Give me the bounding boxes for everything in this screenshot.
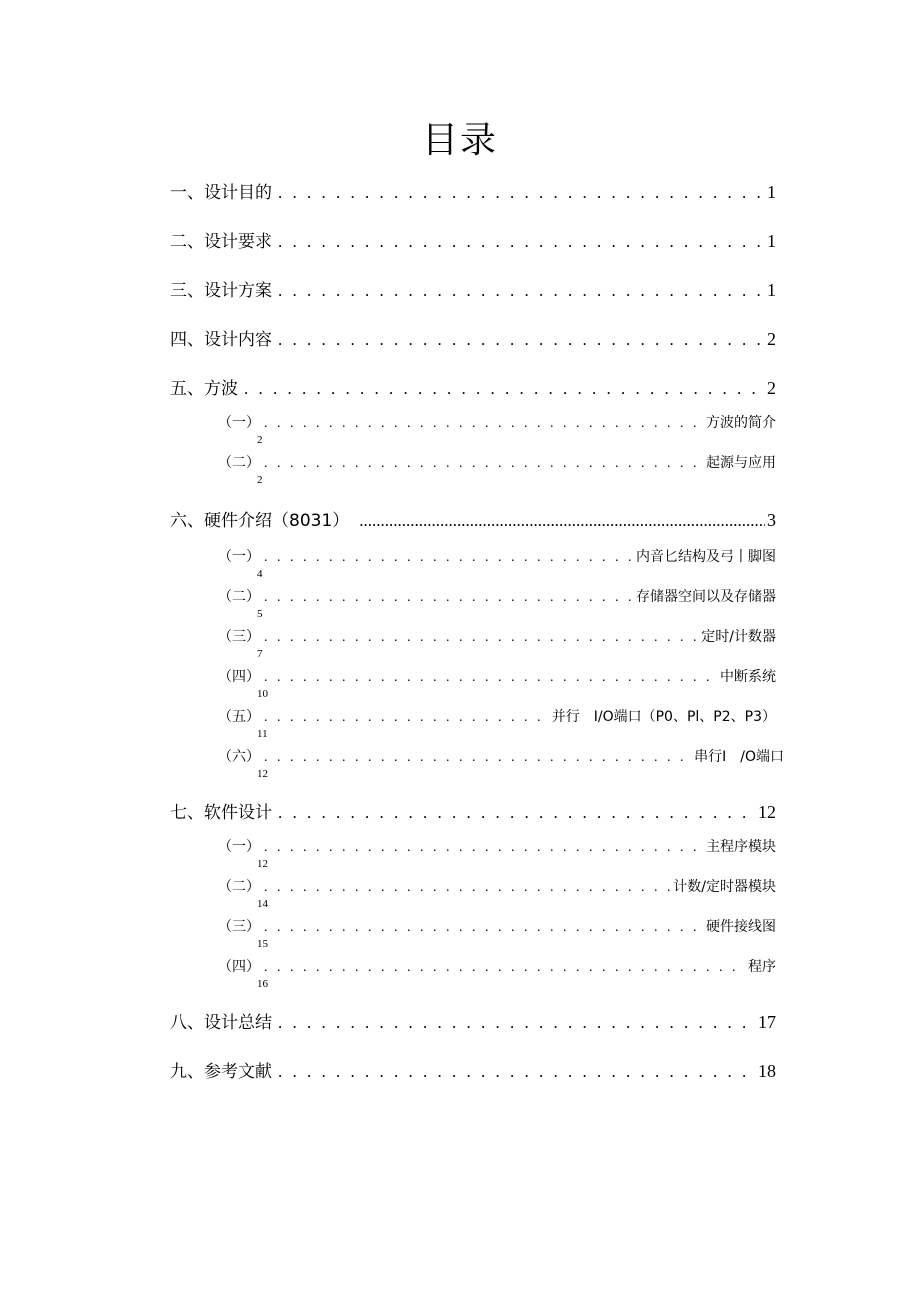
- entry-label: 参考文献: [204, 1062, 272, 1082]
- entry-page: 2: [767, 378, 776, 398]
- toc-entry-5[interactable]: [170, 374, 776, 398]
- entry-label: 计数/定时器模块: [673, 879, 776, 895]
- entry-page: 2: [257, 474, 263, 486]
- entry-page: 1: [767, 182, 776, 202]
- dot-leader: [264, 840, 704, 856]
- entry-number: （三）: [218, 629, 260, 645]
- entry-label: 设计内容: [204, 330, 272, 350]
- dot-leader: [264, 710, 550, 726]
- entry-page: 16: [257, 978, 268, 990]
- dot-leader: [278, 1062, 756, 1082]
- entry-label: 方波: [204, 379, 238, 399]
- dot-leader: [278, 281, 765, 301]
- entry-label: 存储器空间以及存储器: [636, 589, 776, 605]
- entry-page: 12: [758, 802, 776, 822]
- toc-subentry-6-6[interactable]: [218, 746, 784, 766]
- toc-entry-2[interactable]: [170, 227, 776, 251]
- entry-label: 软件设计: [204, 803, 272, 823]
- toc-subentry-6-2[interactable]: [218, 586, 776, 606]
- toc-entry-4[interactable]: [170, 325, 776, 349]
- entry-number: （四）: [218, 669, 260, 685]
- entry-label: 串行I /O端口: [694, 749, 784, 765]
- toc-entry-6[interactable]: [170, 506, 776, 530]
- entry-page: 1: [767, 280, 776, 300]
- entry-number: 八、: [170, 1013, 204, 1033]
- toc-subentry-7-3[interactable]: [218, 916, 776, 936]
- toc-subentry-7-2[interactable]: [218, 876, 776, 896]
- entry-label: 中断系统: [720, 669, 776, 685]
- toc-subentry-6-4[interactable]: [218, 666, 776, 686]
- toc-entry-8[interactable]: [170, 1008, 776, 1032]
- toc-subentry-5-2[interactable]: [218, 452, 776, 472]
- entry-number: 四、: [170, 330, 204, 350]
- entry-label: 程序: [748, 959, 776, 975]
- toc-subentry-6-3[interactable]: [218, 626, 776, 646]
- dot-leader: [278, 330, 765, 350]
- entry-number: 二、: [170, 232, 204, 252]
- dot-leader: [264, 416, 704, 432]
- entry-number: （二）: [218, 455, 260, 471]
- entry-page: 3: [767, 510, 776, 530]
- entry-label: 并行 I/O端口（P0、Pl、P2、P3）: [551, 709, 776, 725]
- entry-number: （二）: [218, 589, 260, 605]
- page-title: 目录: [421, 120, 498, 161]
- entry-page: 12: [257, 768, 268, 780]
- entry-number: （一）: [218, 839, 260, 855]
- toc-entry-7[interactable]: [170, 798, 776, 822]
- entry-page: 18: [758, 1061, 776, 1081]
- entry-label: 内音匕结构及弓丨脚图: [636, 549, 776, 565]
- entry-number: （三）: [218, 919, 260, 935]
- toc-subentry-6-1[interactable]: [218, 546, 776, 566]
- entry-number: （二）: [218, 879, 260, 895]
- entry-number: 七、: [170, 803, 204, 823]
- toc-subentry-7-1[interactable]: [218, 836, 776, 856]
- entry-label: 起源与应用: [706, 455, 776, 471]
- entry-number: （一）: [218, 549, 260, 565]
- entry-label: 主程序模块: [706, 839, 776, 855]
- dot-leader: [264, 670, 718, 686]
- entry-label: 硬件接线图: [706, 919, 776, 935]
- entry-number: （六）: [218, 749, 260, 765]
- entry-label: 设计要求: [204, 232, 272, 252]
- entry-label: 定时/计数器: [701, 629, 776, 645]
- entry-page: 5: [257, 608, 263, 620]
- toc-entry-9[interactable]: [170, 1057, 776, 1081]
- dot-leader: [264, 456, 704, 472]
- entry-page: 2: [767, 329, 776, 349]
- entry-page: 4: [257, 568, 263, 580]
- dot-leader: [244, 379, 765, 399]
- entry-number: （一）: [218, 415, 260, 431]
- dot-leader: [264, 880, 671, 896]
- entry-page: 10: [257, 688, 268, 700]
- entry-number: （五）: [218, 709, 260, 725]
- entry-label: 硬件介绍（8031）: [204, 511, 350, 531]
- entry-number: 六、: [170, 511, 204, 531]
- dot-leader: [278, 183, 765, 203]
- toc-subentry-5-1[interactable]: [218, 412, 776, 432]
- dot-leader: [278, 232, 765, 252]
- dot-leader: [264, 920, 704, 936]
- toc-entry-1[interactable]: [170, 178, 776, 202]
- entry-page: 14: [257, 898, 268, 910]
- entry-page: 2: [257, 434, 263, 446]
- entry-number: 九、: [170, 1062, 204, 1082]
- entry-number: 五、: [170, 379, 204, 399]
- entry-page: 7: [257, 648, 263, 660]
- entry-label: 方波的简介: [706, 415, 776, 431]
- dot-leader: [264, 630, 699, 646]
- entry-label: 设计目的: [204, 183, 272, 203]
- toc-entry-3[interactable]: [170, 276, 776, 300]
- entry-page: 15: [257, 938, 268, 950]
- dot-leader: [264, 590, 634, 606]
- toc-subentry-6-5[interactable]: [218, 706, 776, 726]
- dot-leader: [278, 1013, 756, 1033]
- entry-number: 一、: [170, 183, 204, 203]
- dot-leader: [359, 511, 765, 531]
- entry-label: 设计方案: [204, 281, 272, 301]
- dot-leader: [264, 960, 746, 976]
- entry-label: 设计总结: [204, 1013, 272, 1033]
- dot-leader: [264, 750, 692, 766]
- entry-number: 三、: [170, 281, 204, 301]
- entry-number: （四）: [218, 959, 260, 975]
- entry-page: 1: [767, 231, 776, 251]
- entry-page: 17: [758, 1012, 776, 1032]
- dot-leader: [278, 803, 756, 823]
- toc-subentry-7-4[interactable]: [218, 956, 776, 976]
- entry-page: 12: [257, 858, 268, 870]
- dot-leader: [264, 550, 634, 566]
- entry-page: 11: [257, 728, 268, 740]
